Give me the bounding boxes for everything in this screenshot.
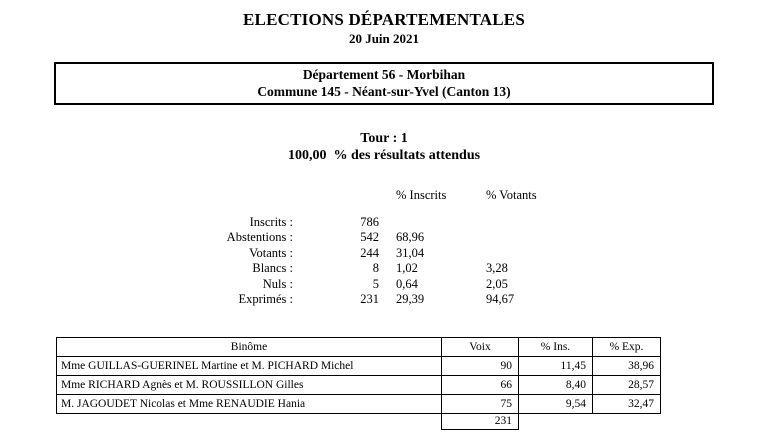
round-label: Tour : 1 xyxy=(360,131,408,146)
total-votes-cell: 231 xyxy=(441,414,519,430)
document-title: ELECTIONS DÉPARTEMENTALES xyxy=(243,10,525,29)
votes: 66 xyxy=(442,376,519,395)
pct-exprimes: 32,47 xyxy=(593,395,661,414)
stat-pct-inscrits: 68,96 xyxy=(396,230,425,244)
stat-count: 5 xyxy=(372,276,379,291)
results-table xyxy=(56,337,661,414)
col-header-pct-exp: % Exp. xyxy=(593,338,661,357)
candidate-pair: Mme GUILLAS-GUERINEL Martine et M. PICHARD Michel xyxy=(57,357,442,376)
stat-count: 786 xyxy=(360,214,379,229)
table-row xyxy=(57,376,661,395)
stat-row-abstentions xyxy=(0,230,576,246)
results-section xyxy=(56,337,662,430)
pct-inscrits-header: % Inscrits xyxy=(396,188,447,202)
stat-pct-inscrits: 31,04 xyxy=(396,245,425,260)
stat-pct-votants xyxy=(486,245,576,261)
stat-pct-inscrits xyxy=(379,214,486,230)
col-header-voix: Voix xyxy=(442,338,519,357)
stat-row-exprimes xyxy=(0,292,576,308)
pct-inscrits: 8,40 xyxy=(519,376,593,395)
pct-inscrits: 11,45 xyxy=(519,357,593,376)
stat-count: 244 xyxy=(360,245,379,260)
col-header-pct-ins: % Ins. xyxy=(519,338,593,357)
table-row xyxy=(57,357,661,376)
stat-count: 542 xyxy=(360,230,379,244)
stat-pct-inscrits: 0,64 xyxy=(396,276,418,291)
stat-pct-votants: 2,05 xyxy=(486,276,508,291)
col-header-binome: Binôme xyxy=(57,338,442,357)
stat-pct-votants xyxy=(486,214,576,230)
stat-pct-inscrits: 29,39 xyxy=(396,292,425,306)
departement-line: Département 56 - Morbihan xyxy=(302,67,466,82)
candidate-pair: Mme RICHARD Agnès et M. ROUSSILLON Gilles xyxy=(57,376,442,395)
results-header-row xyxy=(57,338,661,357)
spacer-row xyxy=(0,203,576,214)
stat-label: Exprimés : xyxy=(238,292,293,306)
stat-row-votants xyxy=(0,245,576,261)
votes: 90 xyxy=(442,357,519,376)
participation-stats xyxy=(0,188,576,307)
pct-inscrits: 9,54 xyxy=(519,395,593,414)
stat-label: Blancs : xyxy=(252,261,293,275)
stat-pct-votants xyxy=(486,230,576,246)
commune-line: Commune 145 - Néant-sur-Yvel (Canton 13) xyxy=(257,84,511,99)
table-row xyxy=(57,395,661,414)
stat-pct-inscrits: 1,02 xyxy=(396,261,418,275)
stat-count: 8 xyxy=(372,261,379,275)
pct-exprimes: 28,57 xyxy=(593,376,661,395)
stat-row-blancs xyxy=(0,261,576,277)
stat-label: Abstentions : xyxy=(226,230,293,244)
stat-label: Votants : xyxy=(249,245,293,260)
stat-count: 231 xyxy=(360,292,379,306)
pct-exprimes: 38,96 xyxy=(593,357,661,376)
stat-row-nuls xyxy=(0,276,576,292)
stat-row-inscrits xyxy=(0,214,576,230)
stat-pct-votants: 94,67 xyxy=(486,292,515,306)
pct-votants-header: % Votants xyxy=(486,188,537,202)
election-date: 20 Juin 2021 xyxy=(348,31,420,46)
stat-label: Nuls : xyxy=(262,276,293,291)
candidate-pair: M. JAGOUDET Nicolas et Mme RENAUDIE Hania xyxy=(57,395,442,414)
results-progress: 100,00 % des résultats attendus xyxy=(287,148,481,163)
participation-header-row xyxy=(0,188,576,203)
stat-pct-votants: 3,28 xyxy=(486,261,508,275)
commune-header-box xyxy=(54,62,714,105)
votes: 75 xyxy=(442,395,519,414)
stat-label: Inscrits : xyxy=(249,214,293,229)
